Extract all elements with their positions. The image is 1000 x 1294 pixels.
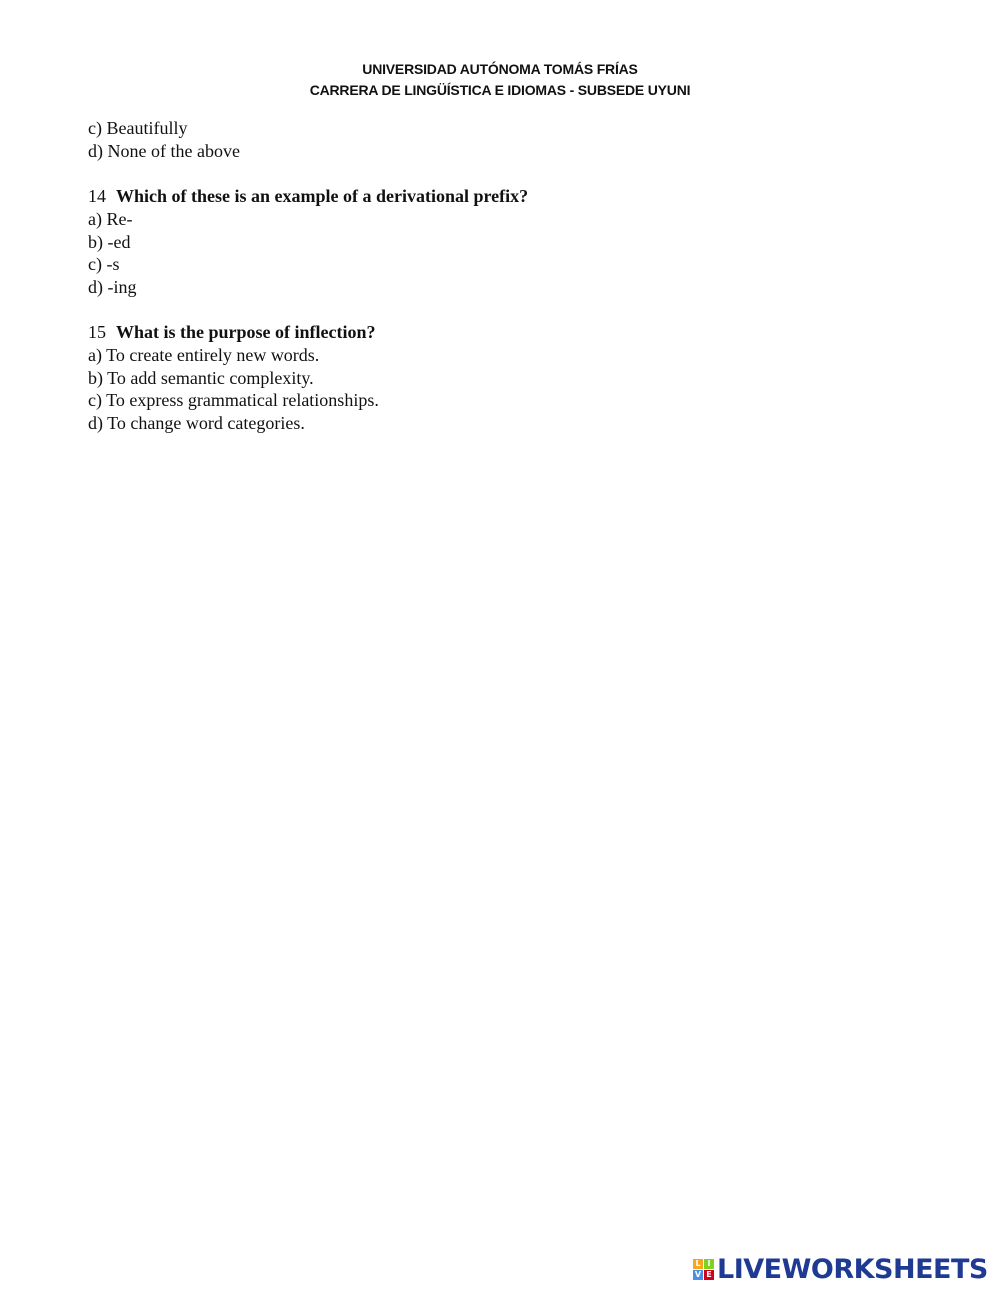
logo-block-icon: E <box>704 1270 714 1280</box>
question-15 <box>88 321 948 435</box>
question-text: What is the purpose of inflection? <box>116 322 376 343</box>
question-14 <box>88 185 948 299</box>
option-a: a) To create entirely new words. <box>88 345 320 365</box>
question-number: 15 <box>88 322 106 343</box>
logo-block-icon: L <box>693 1259 703 1269</box>
option-b: b) -ed <box>88 231 131 252</box>
prev-option-c: c) Beautifully <box>88 118 188 138</box>
logo-text: LIVEWORKSHEETS <box>717 1253 988 1285</box>
option-b: b) To add semantic complexity. <box>88 367 314 388</box>
option-c: c) To express grammatical relationships. <box>88 390 379 411</box>
worksheet-content <box>88 117 948 435</box>
document-header <box>0 59 1000 101</box>
header-department: CARRERA DE LINGÜÍSTICA E IDIOMAS - SUBSEDE UYUNI <box>309 82 691 98</box>
prev-option-d: d) None of the above <box>88 140 240 161</box>
logo-block-icon: V <box>694 1269 702 1279</box>
liveworksheets-logo <box>693 1254 988 1284</box>
option-c: c) -s <box>88 254 120 275</box>
question-text: Which of these is an example of a derivational prefix? <box>116 186 529 207</box>
header-university: UNIVERSIDAD AUTÓNOMA TOMÁS FRÍAS <box>362 61 638 77</box>
logo-block-icon: I <box>704 1259 714 1269</box>
logo-blocks-icon <box>693 1259 714 1280</box>
question-number: 14 <box>88 186 106 207</box>
option-d: d) To change word categories. <box>88 413 305 434</box>
option-d: d) -ing <box>88 276 137 297</box>
option-a: a) Re- <box>88 208 133 229</box>
